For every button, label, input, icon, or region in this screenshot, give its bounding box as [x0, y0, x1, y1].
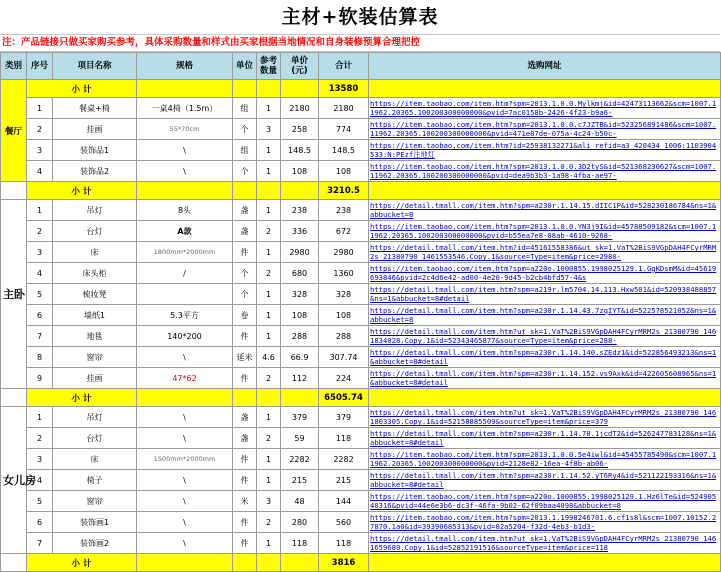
row-spec: \ — [137, 407, 233, 428]
subtotal-empty — [281, 554, 319, 572]
row-spec: 55*70cm — [137, 119, 233, 140]
table-row — [1, 242, 721, 263]
row-qty: 1 — [257, 161, 281, 182]
row-spec: \ — [137, 428, 233, 449]
row-unit: 件 — [233, 512, 257, 533]
subtotal-empty — [281, 80, 319, 98]
row-purchase-link[interactable]: https://item.taobao.com/item.htm?spm=a220o.1000855.1998025129.1.Hz6lTe&id=52490540316&pvid=44e6e3b6-dc3f-46fa-9b02-62f09baa4098&abbucket=8 — [369, 491, 721, 512]
row-spec: / — [137, 263, 233, 284]
row-index: 1 — [27, 200, 53, 221]
row-unit: 组 — [233, 140, 257, 161]
row-total: 118 — [319, 533, 369, 554]
row-index: 4 — [27, 470, 53, 491]
subtotal-link-empty — [369, 182, 721, 200]
row-spec: \ — [137, 140, 233, 161]
row-spec: 8头 — [137, 200, 233, 221]
row-item-name: 装饰画2 — [53, 533, 137, 554]
row-spec: 5.3平方 — [137, 305, 233, 326]
row-spec — [137, 284, 233, 305]
header-item: 项目名称 — [53, 53, 137, 80]
row-unit: 个 — [233, 284, 257, 305]
row-total: 2980 — [319, 242, 369, 263]
row-unit: 件 — [233, 449, 257, 470]
subtotal-value: 6505.74 — [319, 389, 369, 407]
row-item-name: 装饰画1 — [53, 512, 137, 533]
row-index: 4 — [27, 161, 53, 182]
row-spec: 140*200 — [137, 326, 233, 347]
row-unit: 件 — [233, 368, 257, 389]
row-item-name: 窗帘 — [53, 491, 137, 512]
subtotal-blank — [1, 389, 27, 407]
row-purchase-link[interactable]: https://detail.tmall.com/item.htm?spm=a230r.1.14.43.7zqIYT&id=522578521052&ns=1&abbucket=8 — [369, 305, 721, 326]
table-row — [1, 533, 721, 554]
row-qty: 1 — [257, 533, 281, 554]
row-price: 379 — [281, 407, 319, 428]
row-unit: 个 — [233, 161, 257, 182]
row-index: 7 — [27, 533, 53, 554]
row-price: 2282 — [281, 449, 319, 470]
subtotal-row — [1, 554, 721, 572]
category-cell: 主卧 — [1, 200, 27, 389]
row-total: 238 — [319, 200, 369, 221]
header-category: 类别 — [1, 53, 27, 80]
row-purchase-link[interactable]: https://detail.tmall.com/item.htm?spm=a219r.lm5704.14.113.Hxw501&id=520938488857&ns=1&abbucket=8#detail — [369, 284, 721, 305]
row-unit: 盏 — [233, 200, 257, 221]
row-price: 336 — [281, 221, 319, 242]
row-qty: 3 — [257, 491, 281, 512]
estimate-table — [0, 52, 721, 572]
row-price: 238 — [281, 200, 319, 221]
row-item-name: 挂画 — [53, 368, 137, 389]
subtotal-empty — [233, 80, 257, 98]
row-item-name: 装饰品2 — [53, 161, 137, 182]
row-spec: 47*62 — [137, 368, 233, 389]
row-spec: \ — [137, 533, 233, 554]
row-price: 215 — [281, 470, 319, 491]
row-price: 280 — [281, 512, 319, 533]
row-spec: A款 — [137, 221, 233, 242]
subtotal-link-empty — [369, 80, 721, 98]
row-price: 59 — [281, 428, 319, 449]
row-qty: 1 — [257, 242, 281, 263]
row-qty: 1 — [257, 449, 281, 470]
row-item-name: 挂画 — [53, 119, 137, 140]
row-item-name: 吊灯 — [53, 407, 137, 428]
header-spec: 规格 — [137, 53, 233, 80]
row-spec: \ — [137, 161, 233, 182]
row-index: 7 — [27, 326, 53, 347]
row-qty: 2 — [257, 263, 281, 284]
header-total: 合计 — [319, 53, 369, 80]
row-spec: \ — [137, 512, 233, 533]
row-total: 560 — [319, 512, 369, 533]
row-total: 215 — [319, 470, 369, 491]
subtotal-empty — [137, 182, 233, 200]
subtotal-empty — [137, 389, 233, 407]
row-price: 66.9 — [281, 347, 319, 368]
row-total: 108 — [319, 305, 369, 326]
row-spec: 1800mm*2000mm — [137, 242, 233, 263]
category-cell: 女儿房 — [1, 407, 27, 554]
table-body — [1, 80, 721, 572]
row-unit: 件 — [233, 326, 257, 347]
row-item-name: 台灯 — [53, 428, 137, 449]
row-item-name: 窗帘 — [53, 347, 137, 368]
subtotal-row — [1, 80, 721, 98]
row-total: 144 — [319, 491, 369, 512]
row-item-name: 梳妆凳 — [53, 284, 137, 305]
row-purchase-link[interactable]: https://detail.tmall.com/item.htm?id=45161558386&ut_sk=1.VaT%2BiS9VGpDAH4FCyrMRM2s_21380790_1461553546.Copy.1&source=Type=item&price=2980- — [369, 242, 721, 263]
row-index: 1 — [27, 98, 53, 119]
row-total: 379 — [319, 407, 369, 428]
table-row — [1, 428, 721, 449]
row-price: 258 — [281, 119, 319, 140]
subtotal-empty — [281, 389, 319, 407]
subtotal-row — [1, 182, 721, 200]
row-unit: 盏 — [233, 407, 257, 428]
row-qty: 1 — [257, 407, 281, 428]
table-row — [1, 470, 721, 491]
row-qty: 1 — [257, 200, 281, 221]
row-unit: 盏 — [233, 221, 257, 242]
row-qty: 1 — [257, 326, 281, 347]
row-spec: \ — [137, 491, 233, 512]
row-unit: 个 — [233, 119, 257, 140]
table-row — [1, 449, 721, 470]
subtotal-row — [1, 389, 721, 407]
table-row — [1, 200, 721, 221]
row-total: 118 — [319, 428, 369, 449]
row-purchase-link[interactable]: https://item.taobao.com/item.htm?id=25938132271&ali_refid=a3_420434_1006:1103904533:N:PEzf注地灯 — [369, 140, 721, 161]
row-unit: 件 — [233, 533, 257, 554]
row-purchase-link[interactable]: https://detail.tmall.com/item.htm?spm=a230r.1.14.152.vs9Axk&id=422605608965&ns=1&abbucket=8#detail — [369, 368, 721, 389]
subtotal-empty — [281, 182, 319, 200]
subtotal-empty — [137, 80, 233, 98]
row-item-name: 床 — [53, 449, 137, 470]
row-index: 3 — [27, 140, 53, 161]
row-purchase-link[interactable]: https://item.taobao.com/item.htm?spm=2013.1.0.0.c7JZTB&id=523256891486&scm=1007.11962.20365.100200300000000&pvid=471e87de-075a-4c24-b50c- — [369, 119, 721, 140]
subtotal-empty — [257, 80, 281, 98]
row-price: 288 — [281, 326, 319, 347]
row-price: 2180 — [281, 98, 319, 119]
row-item-name: 餐桌+椅 — [53, 98, 137, 119]
row-qty: 1 — [257, 98, 281, 119]
table-row — [1, 221, 721, 242]
row-item-name: 地毯 — [53, 326, 137, 347]
row-item-name: 吊灯 — [53, 200, 137, 221]
subtotal-empty — [233, 182, 257, 200]
row-total: 672 — [319, 221, 369, 242]
row-index: 4 — [27, 263, 53, 284]
subtotal-label: 小 计 — [27, 80, 137, 98]
row-item-name: 床头柜 — [53, 263, 137, 284]
row-qty: 2 — [257, 512, 281, 533]
row-unit: 米 — [233, 491, 257, 512]
row-total: 224 — [319, 368, 369, 389]
row-purchase-link[interactable]: https://item.taobao.com/item.htm?spm=2013.1.0.0.Mylkmj&id=42473113662&scm=1007.11962.20365.100200300000000&pvid=7ac0158b-2426-4f23-b9a6- — [369, 98, 721, 119]
row-qty: 3 — [257, 119, 281, 140]
row-purchase-link[interactable]: https://item.taobao.com/item.htm?spm=2013.1.0.0.3D2tyS&id=521368230627&scm=1007.11962.20365.100200300000000&pvid=dea9b3b3-1a98-4fba-ae97- — [369, 161, 721, 182]
subtotal-empty — [137, 554, 233, 572]
row-qty: 2 — [257, 368, 281, 389]
header-qty: 参考数量 — [257, 53, 281, 80]
row-spec: \ — [137, 347, 233, 368]
row-total: 2180 — [319, 98, 369, 119]
row-unit: 件 — [233, 242, 257, 263]
row-unit: 件 — [233, 470, 257, 491]
row-unit: 盏 — [233, 428, 257, 449]
row-price: 108 — [281, 161, 319, 182]
row-price: 328 — [281, 284, 319, 305]
row-index: 5 — [27, 284, 53, 305]
row-qty: 4.6 — [257, 347, 281, 368]
row-purchase-link[interactable]: https://detail.tmall.com/item.htm?ut_sk=1.VaT%2BiS9VGpDAH4FCyrMRM2s_21380790_1461834028.Copy.1&id=52343465877&source=Type=item&price=288- — [369, 326, 721, 347]
row-purchase-link[interactable]: https://detail.tmall.com/item.htm?spm=a230r.1.14.52.yT6Ry4&id=521122193316&ns=1&abbucket=8#detail — [369, 470, 721, 491]
row-total: 1360 — [319, 263, 369, 284]
row-qty: 1 — [257, 140, 281, 161]
row-total: 148.5 — [319, 140, 369, 161]
subtotal-blank — [1, 554, 27, 572]
row-qty: 1 — [257, 470, 281, 491]
table-row — [1, 512, 721, 533]
subtotal-value: 13580 — [319, 80, 369, 98]
table-row — [1, 305, 721, 326]
row-purchase-link[interactable]: https://detail.tmall.com/item.htm?spm=a230r.1.14.78.1jcdT2&id=526247783128&ns=1&abbucket=8#detail — [369, 428, 721, 449]
category-cell: 餐厅 — [1, 80, 27, 182]
row-qty: 1 — [257, 284, 281, 305]
row-index: 3 — [27, 449, 53, 470]
row-index: 6 — [27, 305, 53, 326]
row-purchase-link[interactable]: https://item.taobao.com/item.htm?spm=2013.1.0.0.5e4iwl&id=45455785490&scm=1007.11962.20365.100200300000000&pvid=2128e82-16ea-4f8b-ab06- — [369, 449, 721, 470]
table-row — [1, 326, 721, 347]
row-purchase-link[interactable]: https://item.taobao.com/item.htm?spm=2013.1.1998246701.6.cf1s8l&scm=1007.10152.27870.1a0&id=39390685313&pvid=02a5204-f32d-4eb3-b1d3- — [369, 512, 721, 533]
subtotal-empty — [257, 182, 281, 200]
row-price: 148.5 — [281, 140, 319, 161]
row-unit: 卷 — [233, 305, 257, 326]
subtotal-value: 3816 — [319, 554, 369, 572]
table-row — [1, 140, 721, 161]
row-purchase-link[interactable]: https://item.taobao.com/item.htm?spm=2013.1.0.0.YN3j9I&id=45788509182&scm=1007.11962.20365.100200300000000&pvid=b55ea7e8-08ab-4610-9268- — [369, 221, 721, 242]
subtotal-link-empty — [369, 554, 721, 572]
subtotal-empty — [257, 389, 281, 407]
row-index: 8 — [27, 347, 53, 368]
subtotal-value: 3210.5 — [319, 182, 369, 200]
row-index: 3 — [27, 242, 53, 263]
row-purchase-link[interactable]: https://item.taobao.com/item.htm?spm=a220o.1000855.1998025129.1.GgKDsmM&id=45619693846&pvid=2c4d6e42-ad00-4e20-9d45-b2cb4bfd57-4&s — [369, 263, 721, 284]
header-link: 选购网址 — [369, 53, 721, 80]
row-purchase-link[interactable]: https://detail.tmall.com/item.htm?ut_sk=1.VaT%2BiS9VGpDAH4FCyrMRM2s_21380790_1461803305.Copy.1&id=52158885509&sourceType=item&price=379 — [369, 407, 721, 428]
row-price: 108 — [281, 305, 319, 326]
header-price: 单价(元) — [281, 53, 319, 80]
table-row — [1, 98, 721, 119]
row-index: 9 — [27, 368, 53, 389]
row-index: 1 — [27, 407, 53, 428]
subtotal-label: 小 计 — [27, 182, 137, 200]
subtotal-empty — [257, 554, 281, 572]
row-total: 2282 — [319, 449, 369, 470]
row-price: 48 — [281, 491, 319, 512]
sheet-title: 主材+软装估算表 — [0, 0, 720, 35]
row-index: 2 — [27, 221, 53, 242]
subtotal-link-empty — [369, 389, 721, 407]
row-index: 2 — [27, 428, 53, 449]
table-row — [1, 284, 721, 305]
row-purchase-link[interactable]: https://detail.tmall.com/item.htm?spm=a230r.1.14.15.dIIC1P&id=528230186784&ns=1&abbucket=8 — [369, 200, 721, 221]
row-purchase-link[interactable]: https://detail.tmall.com/item.htm?ut_sk=1.VaT%2BiS9VGpDAH4FCyrMRM2s_21380790_1461659680.Copy.1&id=52852191516&sourceType=item&price=118 — [369, 533, 721, 554]
table-row — [1, 491, 721, 512]
row-item-name: 床 — [53, 242, 137, 263]
row-price: 118 — [281, 533, 319, 554]
row-price: 112 — [281, 368, 319, 389]
row-unit: 组 — [233, 98, 257, 119]
disclaimer-note: 注：产品链接只做买家购买参考，具体采购数量和样式由买家根据当地情况和自身装修预算合理把控 — [0, 35, 720, 52]
row-item-name: 椅子 — [53, 470, 137, 491]
row-item-name: 台灯 — [53, 221, 137, 242]
row-total: 774 — [319, 119, 369, 140]
row-total: 288 — [319, 326, 369, 347]
row-purchase-link[interactable]: https://detail.tmall.com/item.htm?spm=a230r.1.14.140.sZEdz1&id=522856493213&ns=1&abbucket=8#detail — [369, 347, 721, 368]
subtotal-empty — [233, 554, 257, 572]
table-row — [1, 347, 721, 368]
table-row — [1, 368, 721, 389]
row-spec: 一桌4椅（1.5m） — [137, 98, 233, 119]
header-row — [1, 53, 721, 80]
row-qty: 2 — [257, 221, 281, 242]
subtotal-label: 小 计 — [27, 389, 137, 407]
header-index: 序号 — [27, 53, 53, 80]
row-qty: 1 — [257, 305, 281, 326]
row-unit: 延米 — [233, 347, 257, 368]
subtotal-empty — [233, 389, 257, 407]
row-total: 108 — [319, 161, 369, 182]
header-unit: 单位 — [233, 53, 257, 80]
row-item-name: 墙纸1 — [53, 305, 137, 326]
row-index: 2 — [27, 119, 53, 140]
row-spec: 1500mm*2000mm — [137, 449, 233, 470]
table-row — [1, 119, 721, 140]
row-spec: \ — [137, 470, 233, 491]
table-row — [1, 263, 721, 284]
subtotal-blank — [1, 182, 27, 200]
row-price: 680 — [281, 263, 319, 284]
row-index: 5 — [27, 491, 53, 512]
table-row — [1, 407, 721, 428]
row-item-name: 装饰品1 — [53, 140, 137, 161]
row-total: 328 — [319, 284, 369, 305]
row-qty: 2 — [257, 428, 281, 449]
table-row — [1, 161, 721, 182]
subtotal-label: 小 计 — [27, 554, 137, 572]
row-index: 6 — [27, 512, 53, 533]
row-price: 2980 — [281, 242, 319, 263]
row-total: 307.74 — [319, 347, 369, 368]
row-unit: 个 — [233, 263, 257, 284]
